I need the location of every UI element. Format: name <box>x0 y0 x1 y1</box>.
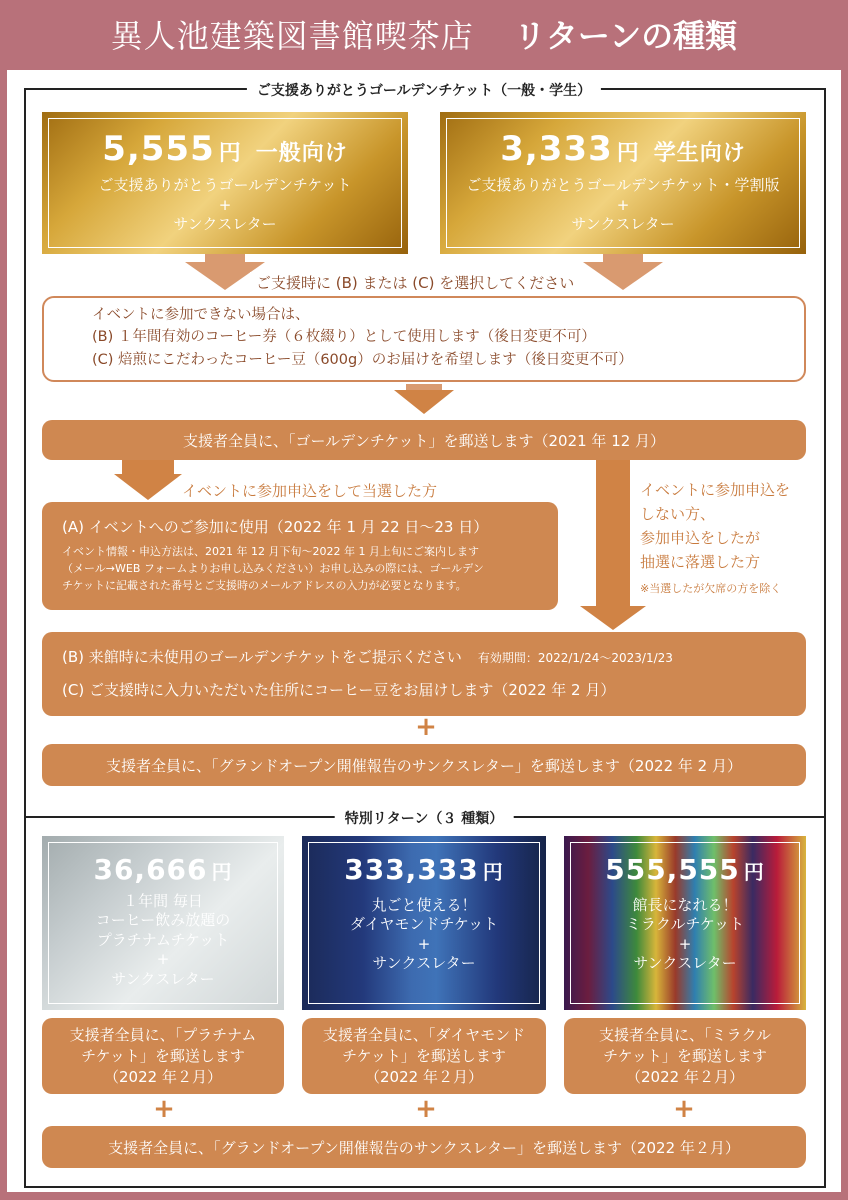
mail-line: チケット」を郵送します <box>342 1046 506 1065</box>
price-value: 3,333 <box>500 129 613 170</box>
side-note: ※当選したが欠席の方を除く <box>640 582 782 595</box>
option-c: (C) 焙煎にこだわったコーヒー豆（600g）のお届けを希望します（後日変更不可） <box>92 351 633 368</box>
side-text-line: 抽選に落選した方 <box>640 553 761 571</box>
card-line: ダイヤモンドチケット <box>349 915 499 934</box>
gold-card-price <box>102 131 348 168</box>
card-line: + <box>678 934 692 953</box>
arrow-shaft <box>122 460 174 474</box>
card-line: プラチナムチケット <box>96 930 230 949</box>
side-text-line: イベントに参加申込を <box>640 481 791 499</box>
arrow-down-icon <box>114 474 182 500</box>
price-unit: 円 <box>218 141 242 167</box>
section1-label: ご支援ありがとうゴールデンチケット（一般・学生） <box>247 80 601 100</box>
gold-card-line2: サンクスレター <box>173 215 277 234</box>
page-header <box>0 0 848 68</box>
card-line: コーヒー飲み放題の <box>95 911 231 930</box>
event-box <box>42 502 558 610</box>
option-intro: イベントに参加できない場合は、 <box>92 307 310 323</box>
gold-card-line1: ご支援ありがとうゴールデンチケット・学割版 <box>466 176 780 195</box>
thanks-letter-bar-special: 支援者全員に、「グランドオープン開催報告のサンクスレター」を郵送します（2022 年２月） <box>42 1126 806 1168</box>
gold-card-plus: + <box>218 195 232 214</box>
bc-box <box>42 632 806 716</box>
arrow-down-icon <box>580 606 646 630</box>
card-line: サンクスレター <box>633 954 737 973</box>
gold-card-price <box>500 131 746 168</box>
mail-line: 支援者全員に、「プラチナム <box>69 1025 257 1044</box>
option-c-usage: (C) ご支援時に入力いただいた住所にコーヒー豆をお届けします（2022 年 2 月） <box>62 681 616 699</box>
audience-label: 学生向け <box>653 141 746 167</box>
card-line: サンクスレター <box>372 954 476 973</box>
plus-icon: + <box>153 1094 175 1124</box>
plus-icon: + <box>415 712 437 742</box>
diamond-mail-box <box>302 1018 546 1094</box>
audience-label: 一般向け <box>255 141 348 167</box>
card-line: + <box>156 950 170 969</box>
event-note-line: イベント情報・申込方法は、2021 年 12 月下旬〜2022 年 1 月上旬にご案内します <box>62 545 479 558</box>
price-value: 333,333 <box>344 853 479 886</box>
platinum-card <box>42 836 284 1010</box>
mail-line: チケット」を郵送します <box>603 1046 767 1065</box>
select-instruction: ご支援時に (B) または (C) を選択してください <box>250 272 580 293</box>
mail-line: （2022 年２月） <box>626 1067 744 1086</box>
gold-card-line1: ご支援ありがとうゴールデンチケット <box>98 176 352 195</box>
venue-title: 異人池建築図書館喫茶店 <box>110 17 474 55</box>
section2-label: 特別リターン（３ 種類） <box>335 808 514 828</box>
side-text-line: しない方、 <box>640 505 716 523</box>
gold-card-student <box>440 112 806 254</box>
price-unit: 円 <box>616 141 640 167</box>
page-title: リターンの種類 <box>513 17 738 55</box>
miracle-card <box>564 836 806 1010</box>
arrow-shaft <box>603 254 643 262</box>
card-line: １年間 毎日 <box>123 891 203 910</box>
option-b: (B) １年間有効のコーヒー券（６枚綴り）として使用します（後日変更不可） <box>92 329 596 346</box>
gold-card-general <box>42 112 408 254</box>
gold-card-plus: + <box>616 195 630 214</box>
option-box <box>42 296 806 382</box>
side-text-line: 参加申込をしたが <box>640 529 761 547</box>
card-line: サンクスレター <box>111 969 215 988</box>
mail-line: （2022 年２月） <box>104 1067 222 1086</box>
event-title: (A) イベントへのご参加に使用（2022 年 1 月 22 日〜23 日） <box>62 518 489 536</box>
mail-line: チケット」を郵送します <box>81 1046 245 1065</box>
arrow-shaft-long <box>596 460 630 608</box>
winner-label: イベントに参加申込をして当選した方 <box>182 482 438 500</box>
mail-line: 支援者全員に、「ダイヤモンド <box>322 1025 526 1044</box>
price-value: 36,666 <box>93 853 208 886</box>
mail-line: （2022 年２月） <box>365 1067 483 1086</box>
price-value: 5,555 <box>102 129 215 170</box>
miracle-mail-box <box>564 1018 806 1094</box>
card-line: 丸ごと使える！ <box>371 895 477 914</box>
price-unit: 円 <box>211 860 233 884</box>
platinum-mail-box <box>42 1018 284 1094</box>
card-line: ミラクルチケット <box>625 915 745 934</box>
arrow-shaft <box>205 254 245 262</box>
non-participant-label <box>640 478 820 598</box>
thanks-letter-bar: 支援者全員に、「グランドオープン開催報告のサンクスレター」を郵送します（2022 年 2 月） <box>42 744 806 786</box>
card-line: 館長になれる！ <box>632 895 738 914</box>
price-unit: 円 <box>743 860 765 884</box>
card-line: + <box>417 934 431 953</box>
gold-card-line2: サンクスレター <box>571 215 675 234</box>
event-note-line: （メール→WEB フォームよりお申し込みください）お申し込みの際には、ゴールデン <box>62 562 484 576</box>
arrow-down-icon <box>394 390 454 414</box>
option-b-usage: (B) 来館時に未使用のゴールデンチケットをご提示ください <box>62 648 462 666</box>
price-unit: 円 <box>482 860 504 884</box>
golden-ticket-mail-bar: 支援者全員に、「ゴールデンチケット」を郵送します（2021 年 12 月） <box>42 420 806 460</box>
mail-line: 支援者全員に、「ミラクル <box>598 1025 772 1044</box>
plus-icon: + <box>415 1094 437 1124</box>
plus-icon: + <box>673 1094 695 1124</box>
validity-period: 有効期間：2022/1/24〜2023/1/23 <box>477 651 673 665</box>
diamond-card <box>302 836 546 1010</box>
price-value: 555,555 <box>605 853 740 886</box>
event-note-line: チケットに記載された番号とご支援時のメールアドレスの入力が必要となります。 <box>62 579 467 593</box>
arrow-down-icon <box>583 262 663 290</box>
